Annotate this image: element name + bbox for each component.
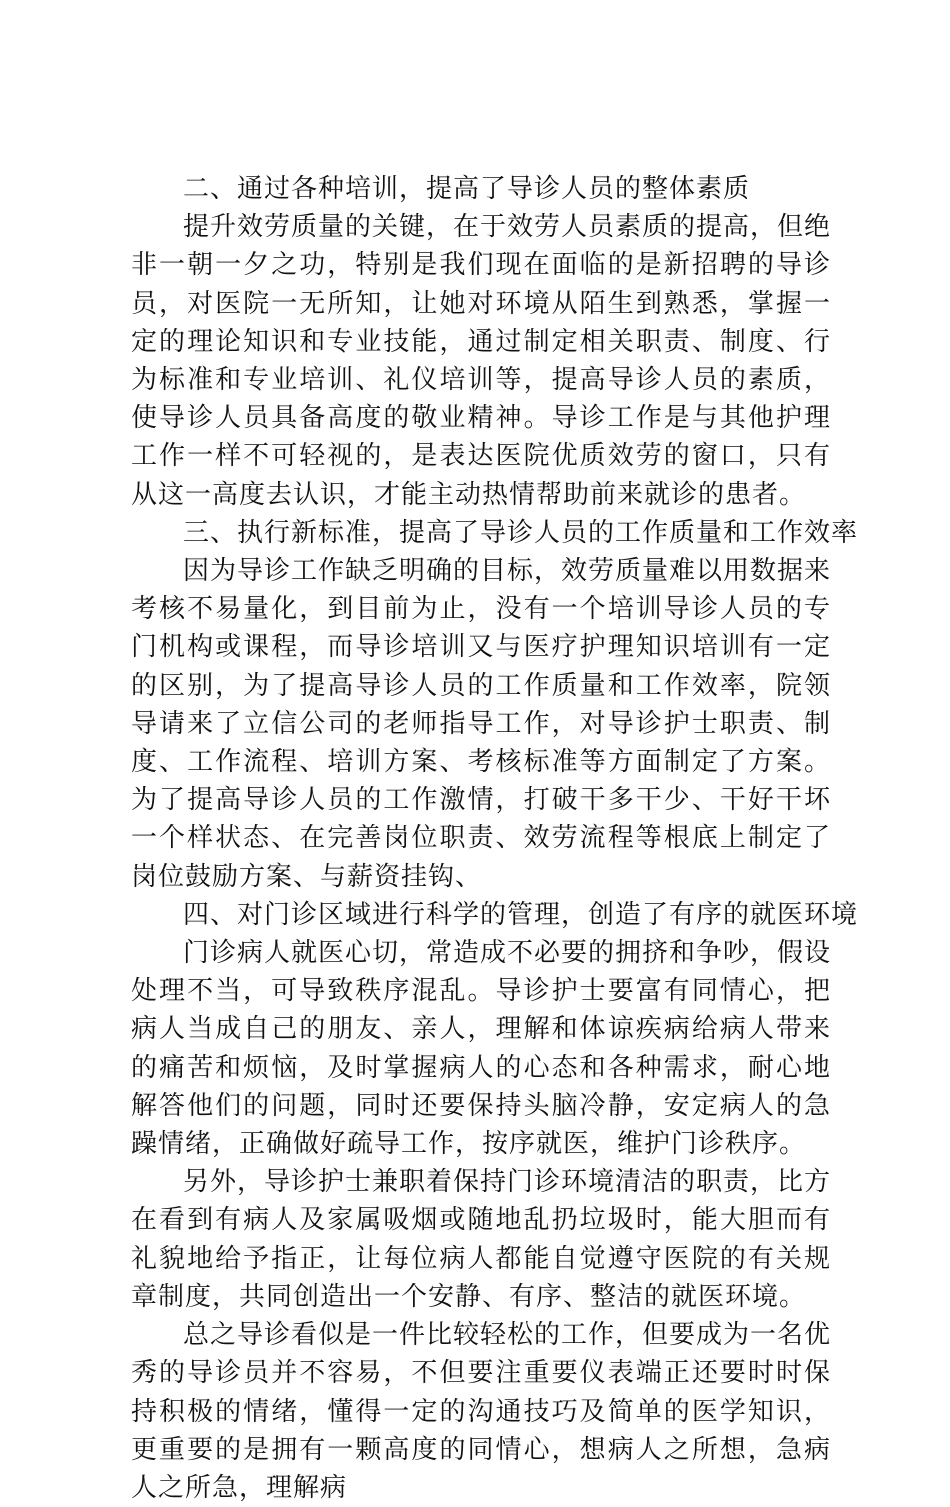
section-heading: 三、执行新标准，提高了导诊人员的工作质量和工作效率 <box>183 517 859 548</box>
body-paragraph: 提升效劳质量的关键，在于效劳人员素质的提高，但绝非一朝一夕之功，特别是我们现在面临的是新招聘的导诊员，对医院一无所知，让她对环境从陌生到熟悉，掌握一定的理论知识和专业技能，通过制定相关职责、制度、行为标准和专业培训、礼仪培训等，提高导诊人员的素质，使导诊人员具备高度的敬业精神。导诊工作是与其他护理工作一样不可轻视的，是表达医院优质效劳的窗口，只有从这一高度去认识，才能主动热情帮助前来就诊的患者。 <box>131 212 832 510</box>
section-heading: 四、对门诊区域进行科学的管理，创造了有序的就医环境 <box>183 899 859 930</box>
body-paragraph: 因为导诊工作缺乏明确的目标，效劳质量难以用数据来考核不易量化，到目前为止，没有一个培训导诊人员的专门机构或课程，而导诊培训又与医疗护理知识培训有一定的区别，为了提高导诊人员的工作质量和工作效率，院领导请来了立信公司的老师指导工作，对导诊护士职责、制度、工作流程、培训方案、考核标准等方面制定了方案。为了提高导诊人员的工作激情，打破干多干少、干好干坏一个样状态、在完善岗位职责、效劳流程等根底上制定了岗位鼓励方案、与薪资挂钩、 <box>131 556 832 892</box>
section-heading: 二、通过各种培训，提高了导诊人员的整体素质 <box>183 174 751 204</box>
body-paragraph: 门诊病人就医心切，常造成不必要的拥挤和争吵，假设处理不当，可导致秩序混乱。导诊护士要富有同情心，把病人当成自己的朋友、亲人，理解和体谅疾病给病人带来的痛苦和烦恼，及时掌握病人的心态和各种需求，耐心地解答他们的问题，同时还要保持头脑冷静，安定病人的急躁情绪，正确做好疏导工作，按序就医，维护门诊秩序。 <box>131 938 832 1160</box>
body-paragraph: 总之导诊看似是一件比较轻松的工作，但要成为一名优秀的导诊员并不容易，不但要注重要仪表端正还要时时保持积极的情绪，懂得一定的沟通技巧及简单的医学知识，更重要的是拥有一颗高度的同情心，想病人之所想，急病人之所急，理解病 <box>131 1320 832 1503</box>
document-body <box>131 170 859 1507</box>
body-paragraph: 另外，导诊护士兼职着保持门诊环境清洁的职责，比方在看到有病人及家属吸烟或随地乱扔垃圾时，能大胆而有礼貌地给予指正，让每位病人都能自觉遵守医院的有关规章制度，共同创造出一个安静、有序、整洁的就医环境。 <box>131 1167 832 1312</box>
